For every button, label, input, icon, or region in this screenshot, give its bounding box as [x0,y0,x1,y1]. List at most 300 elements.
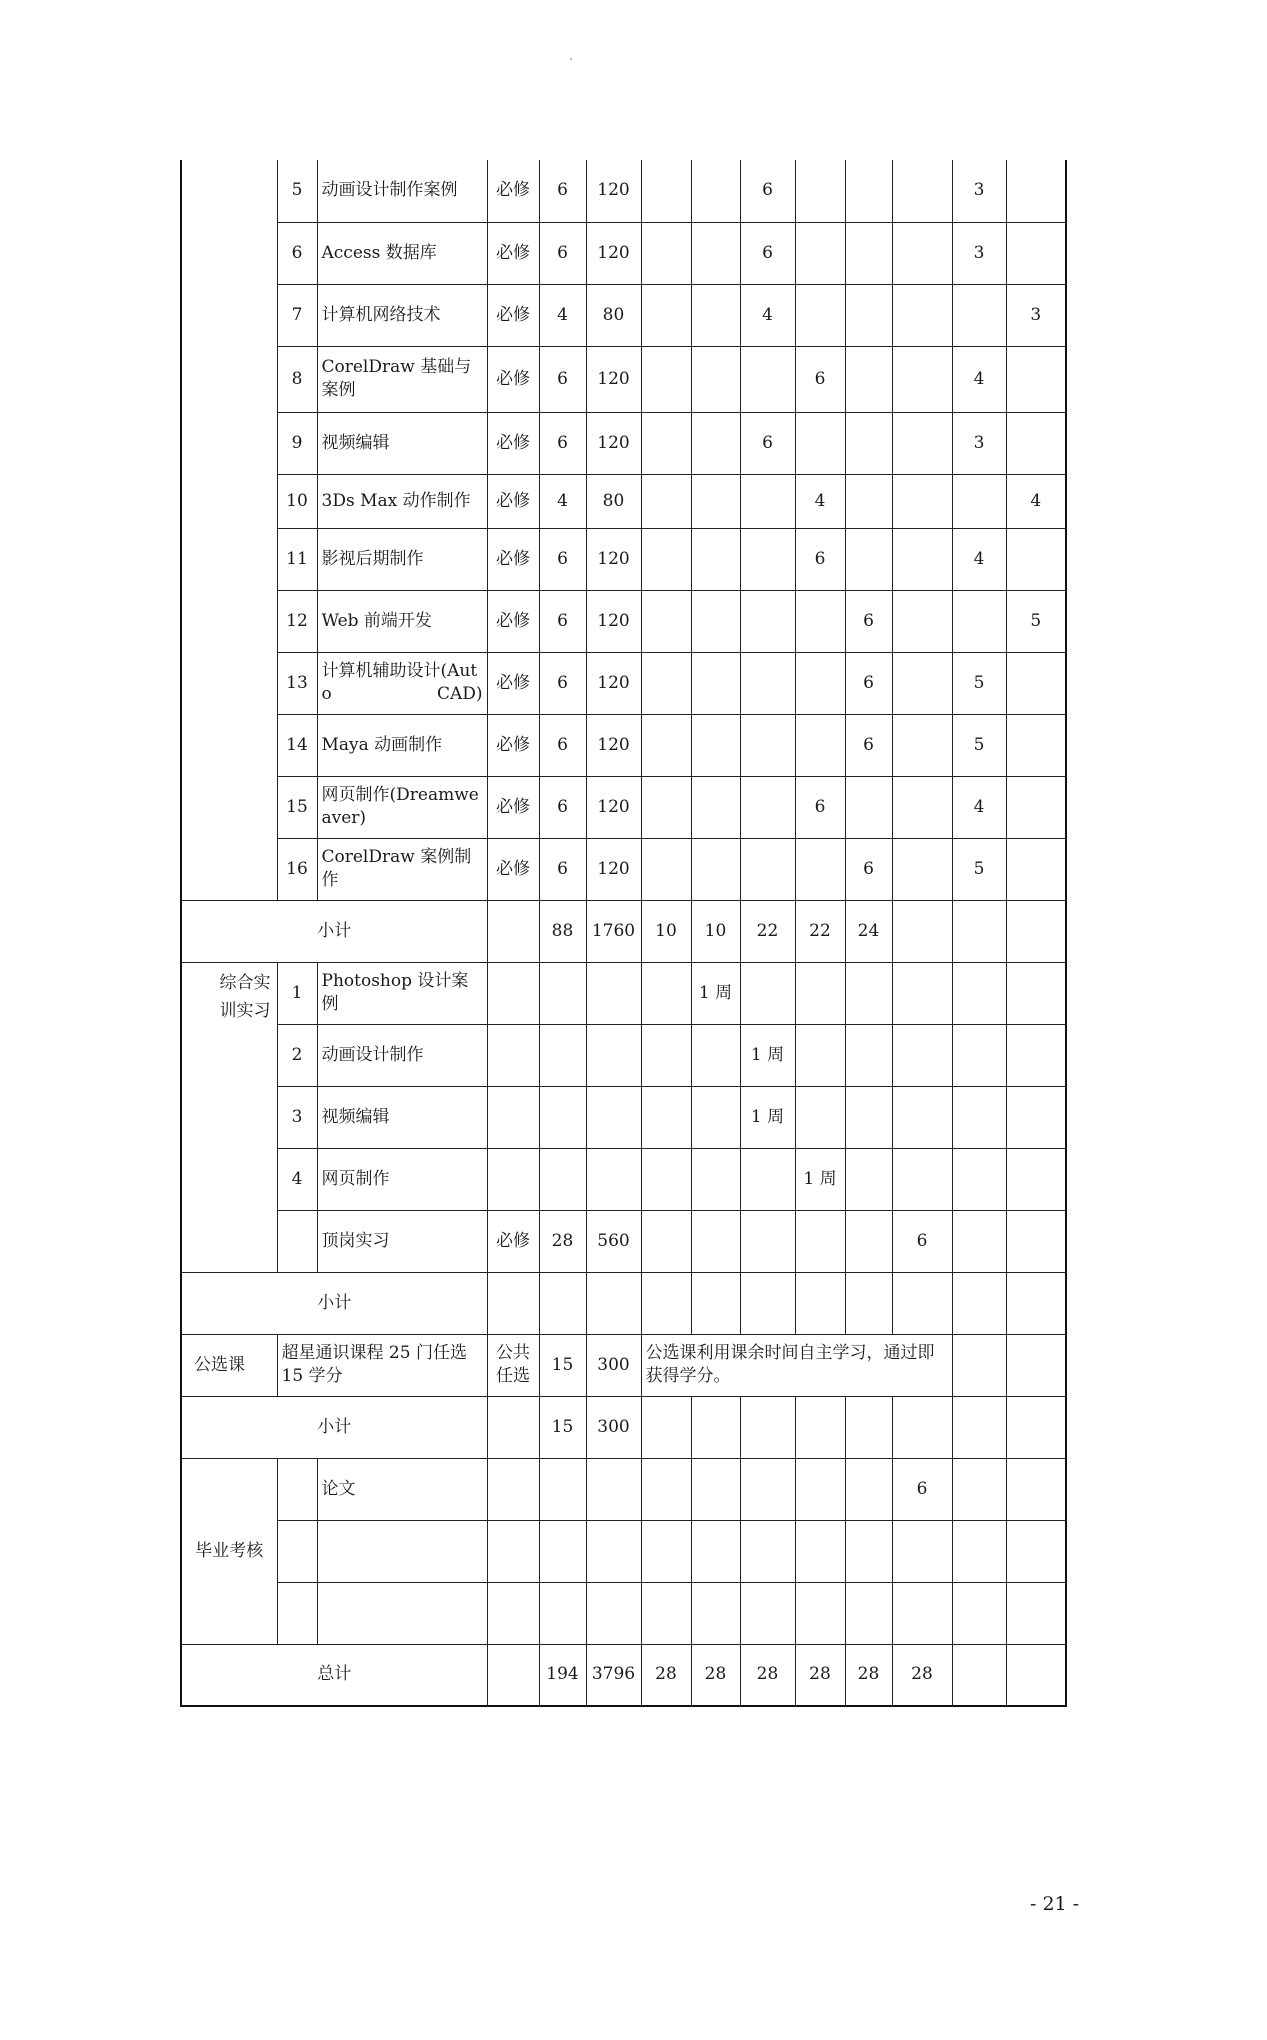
semester-5-cell: 6 [845,714,892,776]
practice-number-cell [277,1210,317,1272]
subtotal-row [181,1272,1066,1334]
course-name-cell: Maya 动画制作 [317,714,487,776]
semester-2-cell [691,1396,740,1458]
semester-6-cell [892,1148,952,1210]
practice-row [181,1086,1066,1148]
semester-6-cell [892,776,952,838]
type-cell: 必修 [487,838,539,900]
semester-1-cell: 10 [641,900,691,962]
semester-1-cell [641,474,691,528]
semester-2-cell: 28 [691,1644,740,1706]
course-row [181,284,1066,346]
check-term-cell [1006,346,1066,412]
hours-cell [586,1148,641,1210]
check-term-cell [1006,1334,1066,1396]
semester-1-cell [641,1024,691,1086]
hours-cell: 300 [586,1396,641,1458]
semester-2-cell [691,1210,740,1272]
hours-cell: 120 [586,714,641,776]
type-cell: 必修 [487,528,539,590]
elective-row [181,1334,1066,1396]
semester-4-cell [795,590,845,652]
hours-cell [586,1024,641,1086]
semester-1-cell [641,714,691,776]
semester-2-cell: 1 周 [691,962,740,1024]
exam-term-cell [952,1334,1006,1396]
semester-6-cell [892,1024,952,1086]
semester-6-cell [892,474,952,528]
course-number-cell: 15 [277,776,317,838]
semester-6-cell [892,590,952,652]
hours-cell: 120 [586,776,641,838]
credits-cell [539,962,586,1024]
type-cell [487,1148,539,1210]
semester-1-cell [641,160,691,222]
semester-3-cell: 6 [740,412,795,474]
course-schedule-table [180,160,1067,1707]
hours-cell: 80 [586,474,641,528]
semester-4-cell [795,838,845,900]
semester-5-cell [845,1148,892,1210]
practice-number-cell: 2 [277,1024,317,1086]
semester-4-cell [795,160,845,222]
semester-1-cell [641,962,691,1024]
semester-3-cell [740,1272,795,1334]
type-cell: 必修 [487,346,539,412]
credits-cell: 6 [539,652,586,714]
course-name-cell: 网页制作(Dreamweaver) [317,776,487,838]
hours-cell: 120 [586,222,641,284]
semester-5-cell [845,1396,892,1458]
semester-4-cell [795,222,845,284]
semester-3-cell [740,1210,795,1272]
check-term-cell [1006,838,1066,900]
type-cell [487,1272,539,1334]
semester-3-cell: 1 周 [740,1086,795,1148]
credits-cell: 15 [539,1334,586,1396]
exam-term-cell [952,962,1006,1024]
semester-6-cell [892,222,952,284]
credits-cell: 6 [539,590,586,652]
semester-4-cell [795,1210,845,1272]
credits-cell: 28 [539,1210,586,1272]
semester-4-cell [795,1024,845,1086]
practice-number-cell: 3 [277,1086,317,1148]
exam-term-cell [952,1582,1006,1644]
semester-4-cell: 6 [795,528,845,590]
practice-name-cell: 视频编辑 [317,1086,487,1148]
semester-3-cell: 1 周 [740,1024,795,1086]
semester-4-cell: 22 [795,900,845,962]
course-row [181,160,1066,222]
semester-6-cell [892,714,952,776]
semester-5-cell [845,776,892,838]
practice-row [181,1024,1066,1086]
subtotal-row [181,900,1066,962]
semester-6-cell [892,284,952,346]
semester-2-cell [691,528,740,590]
hours-cell [586,1458,641,1520]
exam-term-cell: 4 [952,776,1006,838]
check-term-cell [1006,1148,1066,1210]
semester-5-cell: 6 [845,652,892,714]
semester-1-cell [641,776,691,838]
semester-5-cell [845,160,892,222]
semester-4-cell: 28 [795,1644,845,1706]
course-name-cell: 影视后期制作 [317,528,487,590]
semester-1-cell [641,1272,691,1334]
graduation-number-cell [277,1520,317,1582]
semester-1-cell [641,412,691,474]
type-cell: 必修 [487,222,539,284]
semester-5-cell: 6 [845,838,892,900]
semester-2-cell [691,160,740,222]
semester-2-cell [691,1582,740,1644]
semester-5-cell [845,962,892,1024]
table-body [181,160,1066,1706]
course-row [181,838,1066,900]
practice-row [181,1148,1066,1210]
course-number-cell: 11 [277,528,317,590]
check-term-cell [1006,1520,1066,1582]
elective-note-cell: 公选课利用课余时间自主学习，通过即获得学分。 [641,1334,952,1396]
semester-1-cell [641,838,691,900]
semester-5-cell: 24 [845,900,892,962]
credits-cell: 6 [539,776,586,838]
semester-2-cell [691,1024,740,1086]
course-row [181,346,1066,412]
semester-4-cell [795,1396,845,1458]
semester-4-cell [795,1582,845,1644]
course-name-cell: CorelDraw 基础与案例 [317,346,487,412]
semester-3-cell [740,776,795,838]
semester-1-cell [641,652,691,714]
check-term-cell [1006,1458,1066,1520]
semester-4-cell: 6 [795,776,845,838]
semester-4-cell [795,284,845,346]
semester-1-cell [641,1210,691,1272]
check-term-cell [1006,1582,1066,1644]
semester-3-cell: 6 [740,222,795,284]
hours-cell [586,1582,641,1644]
semester-4-cell [795,412,845,474]
semester-5-cell [845,474,892,528]
check-term-cell [1006,1086,1066,1148]
type-cell: 必修 [487,1210,539,1272]
subtotal-row [181,1396,1066,1458]
graduation-row [181,1458,1066,1520]
course-row [181,474,1066,528]
semester-6-cell [892,1582,952,1644]
credits-cell: 6 [539,528,586,590]
total-row [181,1644,1066,1706]
subtotal-label: 小计 [181,1396,487,1458]
exam-term-cell: 3 [952,412,1006,474]
course-name-cell: 计算机辅助设计(Auto CAD) [317,652,487,714]
semester-2-cell [691,1520,740,1582]
credits-cell: 6 [539,160,586,222]
semester-3-cell [740,652,795,714]
semester-3-cell [740,1396,795,1458]
exam-term-cell: 3 [952,160,1006,222]
semester-2-cell [691,346,740,412]
semester-2-cell [691,1086,740,1148]
semester-6-cell [892,1520,952,1582]
semester-3-cell [740,474,795,528]
type-cell [487,1520,539,1582]
practice-name-cell: Photoshop 设计案例 [317,962,487,1024]
course-row [181,412,1066,474]
semester-5-cell [845,412,892,474]
semester-2-cell [691,1272,740,1334]
type-cell: 必修 [487,652,539,714]
check-term-cell [1006,160,1066,222]
semester-3-cell [740,346,795,412]
exam-term-cell [952,1024,1006,1086]
credits-cell: 6 [539,838,586,900]
exam-term-cell: 4 [952,528,1006,590]
semester-6-cell [892,160,952,222]
hours-cell: 120 [586,838,641,900]
check-term-cell [1006,1272,1066,1334]
hours-cell: 120 [586,412,641,474]
semester-5-cell [845,1582,892,1644]
semester-4-cell [795,1086,845,1148]
credits-cell: 4 [539,284,586,346]
semester-6-cell [892,412,952,474]
hours-cell: 120 [586,160,641,222]
semester-5-cell [845,346,892,412]
course-row [181,528,1066,590]
hours-cell: 3796 [586,1644,641,1706]
semester-6-cell [892,1396,952,1458]
semester-6-cell [892,1086,952,1148]
credits-cell [539,1086,586,1148]
semester-6-cell [892,900,952,962]
check-term-cell [1006,1644,1066,1706]
practice-name-cell: 网页制作 [317,1148,487,1210]
credits-cell: 6 [539,346,586,412]
course-number-cell: 14 [277,714,317,776]
semester-2-cell [691,590,740,652]
exam-term-cell [952,1644,1006,1706]
semester-5-cell: 28 [845,1644,892,1706]
credits-cell: 6 [539,412,586,474]
semester-1-cell [641,1086,691,1148]
course-row [181,222,1066,284]
semester-5-cell [845,1024,892,1086]
semester-1-cell [641,222,691,284]
type-cell [487,1644,539,1706]
check-term-cell [1006,528,1066,590]
check-term-cell [1006,714,1066,776]
check-term-cell [1006,900,1066,962]
subtotal-label: 小计 [181,1272,487,1334]
semester-4-cell: 6 [795,346,845,412]
semester-3-cell [740,590,795,652]
semester-1-cell [641,1520,691,1582]
semester-1-cell [641,590,691,652]
semester-4-cell [795,652,845,714]
credits-cell [539,1272,586,1334]
check-term-cell [1006,776,1066,838]
course-number-cell: 9 [277,412,317,474]
type-cell: 公共任选 [487,1334,539,1396]
exam-term-cell [952,1086,1006,1148]
graduation-name-cell [317,1582,487,1644]
semester-6-cell: 6 [892,1210,952,1272]
page-number: - 21 - [1030,1893,1080,1915]
semester-4-cell [795,1272,845,1334]
semester-3-cell [740,962,795,1024]
semester-1-cell [641,1458,691,1520]
semester-5-cell [845,1210,892,1272]
semester-5-cell: 6 [845,590,892,652]
check-term-cell: 4 [1006,474,1066,528]
semester-1-cell: 28 [641,1644,691,1706]
check-term-cell [1006,222,1066,284]
check-term-cell [1006,962,1066,1024]
hours-cell: 120 [586,346,641,412]
exam-term-cell [952,284,1006,346]
semester-2-cell [691,412,740,474]
semester-2-cell [691,222,740,284]
type-cell [487,1582,539,1644]
semester-5-cell [845,1520,892,1582]
type-cell [487,900,539,962]
semester-1-cell [641,1582,691,1644]
semester-1-cell [641,528,691,590]
practice-name-cell: 顶岗实习 [317,1210,487,1272]
hours-cell: 120 [586,590,641,652]
hours-cell: 80 [586,284,641,346]
graduation-name-cell [317,1520,487,1582]
credits-cell: 6 [539,222,586,284]
semester-4-cell [795,962,845,1024]
course-name-cell: 动画设计制作案例 [317,160,487,222]
semester-6-cell [892,652,952,714]
type-cell [487,1458,539,1520]
course-name-cell: CorelDraw 案例制作 [317,838,487,900]
practice-category-cell: 综合实训实习 [181,962,277,1272]
graduation-category-cell: 毕业考核 [181,1458,277,1644]
course-name-cell: Web 前端开发 [317,590,487,652]
credits-cell [539,1520,586,1582]
semester-3-cell [740,838,795,900]
course-name-cell: 视频编辑 [317,412,487,474]
semester-6-cell: 28 [892,1644,952,1706]
course-number-cell: 7 [277,284,317,346]
type-cell: 必修 [487,590,539,652]
type-cell: 必修 [487,412,539,474]
course-number-cell: 13 [277,652,317,714]
semester-3-cell [740,1520,795,1582]
semester-4-cell [795,1520,845,1582]
semester-2-cell [691,652,740,714]
course-row [181,714,1066,776]
exam-term-cell [952,474,1006,528]
course-name-cell: Access 数据库 [317,222,487,284]
semester-5-cell [845,1458,892,1520]
credits-cell: 4 [539,474,586,528]
semester-3-cell [740,714,795,776]
type-cell [487,962,539,1024]
semester-2-cell [691,838,740,900]
type-cell [487,1396,539,1458]
hours-cell: 120 [586,528,641,590]
semester-3-cell [740,528,795,590]
type-cell: 必修 [487,284,539,346]
credits-cell: 88 [539,900,586,962]
semester-2-cell [691,1148,740,1210]
semester-6-cell [892,838,952,900]
check-term-cell: 3 [1006,284,1066,346]
exam-term-cell: 5 [952,652,1006,714]
course-number-cell: 16 [277,838,317,900]
practice-number-cell: 1 [277,962,317,1024]
exam-term-cell [952,1520,1006,1582]
semester-3-cell: 4 [740,284,795,346]
course-number-cell: 10 [277,474,317,528]
credits-cell: 194 [539,1644,586,1706]
course-row [181,776,1066,838]
course-number-cell: 6 [277,222,317,284]
course-name-cell: 3Ds Max 动作制作 [317,474,487,528]
credits-cell [539,1458,586,1520]
exam-term-cell [952,900,1006,962]
graduation-row [181,1520,1066,1582]
practice-row [181,962,1066,1024]
semester-3-cell: 6 [740,160,795,222]
semester-6-cell [892,962,952,1024]
category-cell [181,160,277,900]
semester-1-cell [641,1148,691,1210]
hours-cell: 300 [586,1334,641,1396]
graduation-name-cell: 论文 [317,1458,487,1520]
total-label: 总计 [181,1644,487,1706]
course-number-cell: 12 [277,590,317,652]
semester-3-cell [740,1148,795,1210]
course-number-cell: 8 [277,346,317,412]
exam-term-cell [952,1148,1006,1210]
semester-1-cell [641,1396,691,1458]
hours-cell: 120 [586,652,641,714]
graduation-row [181,1582,1066,1644]
check-term-cell [1006,1024,1066,1086]
semester-2-cell [691,284,740,346]
check-term-cell [1006,1210,1066,1272]
type-cell [487,1086,539,1148]
semester-2-cell [691,776,740,838]
semester-2-cell [691,714,740,776]
semester-5-cell [845,222,892,284]
scan-dot [570,58,572,60]
exam-term-cell [952,1210,1006,1272]
hours-cell [586,1086,641,1148]
semester-3-cell [740,1458,795,1520]
type-cell: 必修 [487,474,539,528]
exam-term-cell [952,1396,1006,1458]
credits-cell: 6 [539,714,586,776]
exam-term-cell [952,1272,1006,1334]
semester-5-cell [845,528,892,590]
credits-cell [539,1148,586,1210]
elective-category-cell: 公选课 [181,1334,277,1396]
course-number-cell: 5 [277,160,317,222]
check-term-cell [1006,1396,1066,1458]
check-term-cell [1006,412,1066,474]
graduation-number-cell [277,1458,317,1520]
